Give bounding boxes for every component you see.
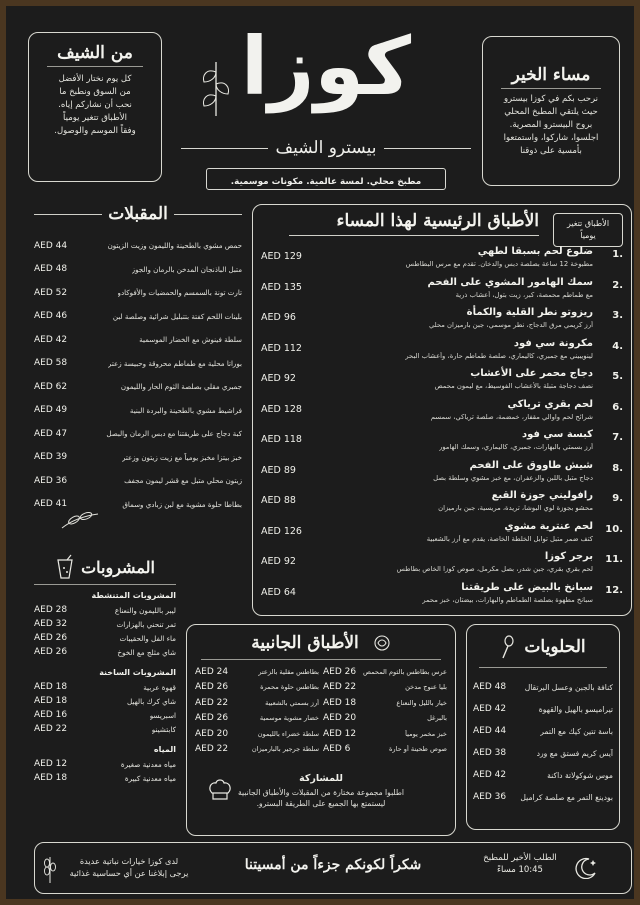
dish-number: 3. bbox=[612, 310, 623, 321]
mains-title: الأطباق الرئيسية لهذا المساء bbox=[336, 211, 539, 231]
welcome-text bbox=[491, 93, 611, 158]
dish-name: ريزوتو نطر القلية والكمأة bbox=[466, 307, 593, 318]
item-name: سلطة فينوش مع الخضار الموسمية bbox=[139, 335, 242, 345]
item-name: بلينات اللحم كفتة بتتبليل شرائية وصلصة لبن bbox=[112, 311, 242, 321]
dish-number: 9. bbox=[612, 493, 623, 504]
menu-item bbox=[473, 676, 613, 698]
item-price: AED 26 bbox=[34, 647, 68, 657]
menu-item bbox=[34, 399, 242, 423]
dish-description: مطبوخة 12 ساعة بصلصة دبس والدخان. تقدم مع مرس البطاطس bbox=[405, 260, 593, 268]
main-dish bbox=[261, 489, 623, 520]
dish-name: سبانخ بالبيض على طريقتنا bbox=[461, 581, 593, 593]
item-name: أرز بسمتي بالشعبية bbox=[265, 698, 319, 707]
mains-panel bbox=[252, 204, 632, 616]
item-name: ماء الفل والحقيبات bbox=[119, 633, 176, 643]
leaf-sprig-icon bbox=[60, 508, 100, 532]
text-line: ليستمتع بها الجميع على الطريقة البسترو. bbox=[256, 799, 386, 808]
item-name: مياه معدنية صغيرة bbox=[120, 759, 176, 769]
menu-item bbox=[34, 422, 242, 446]
dish-price: AED 126 bbox=[261, 525, 302, 537]
item-price: AED 12 bbox=[323, 728, 357, 739]
item-name: كنافة بالجبن وعسل البرتقال bbox=[524, 682, 613, 692]
item-price: AED 44 bbox=[34, 240, 68, 251]
menu-item bbox=[195, 680, 319, 696]
item-price: AED 41 bbox=[34, 499, 68, 510]
dish-description: مع طماطم محمصة، كبر، زيت بتول، أعشاب ذرية bbox=[455, 290, 593, 299]
item-price: AED 62 bbox=[34, 381, 68, 392]
spoon-icon bbox=[500, 635, 514, 659]
item-price: AED 28 bbox=[34, 605, 68, 615]
main-dish bbox=[261, 428, 623, 459]
last-order-time: 10:45 مساءً bbox=[497, 865, 543, 875]
item-name: حمص مشوي بالطحينة والليمون وزيت الزيتون bbox=[107, 241, 242, 251]
item-name: قهوة عربية bbox=[143, 682, 176, 692]
text-line: بروح البيسترو المصرية. bbox=[509, 120, 593, 130]
main-dish bbox=[261, 520, 623, 551]
main-dish bbox=[261, 398, 623, 429]
menu-item bbox=[34, 680, 176, 694]
dish-number: 12. bbox=[605, 584, 623, 596]
drinks-list bbox=[34, 591, 176, 792]
dish-price: AED 135 bbox=[261, 281, 302, 293]
text-line: حيث يلتقي المطبخ المحلي bbox=[504, 107, 598, 117]
item-name: باسة تتين كيك مع التمر bbox=[540, 726, 613, 736]
starters-panel bbox=[34, 204, 242, 542]
dish-price: AED 88 bbox=[261, 495, 296, 506]
menu-item bbox=[195, 711, 319, 727]
text-line: كل يوم نختار الأفضل bbox=[58, 74, 132, 84]
item-name: بطاطا حلوة مشوية مع لبن زبادي وسماق bbox=[122, 499, 242, 509]
dish-name: رافوليني جوزة القبع bbox=[491, 490, 593, 501]
item-name: خبز بيتزا مخبز يومياً مع زيت زيتون وزعتر bbox=[121, 452, 242, 462]
desserts-title: الحلويات bbox=[524, 637, 586, 657]
dish-price: AED 118 bbox=[261, 434, 302, 445]
dish-description: دجاج متبل باللبن والزعفران، مع خبز مشوي وسلطة بصل bbox=[433, 473, 593, 482]
menu-item bbox=[34, 305, 242, 329]
item-price: AED 12 bbox=[34, 759, 68, 769]
share-box bbox=[195, 773, 447, 809]
drink-glass-icon bbox=[55, 554, 75, 580]
menu-item bbox=[195, 664, 319, 680]
main-dish bbox=[261, 337, 623, 368]
dish-number: 10. bbox=[605, 523, 623, 535]
moon-icon bbox=[575, 857, 597, 879]
menu-item bbox=[34, 757, 176, 771]
dish-name: دجاج محمر على الأعشاب bbox=[470, 368, 593, 379]
item-name: جمبري مقلي بصلصة الثوم الحار والليمون bbox=[120, 382, 242, 392]
dish-description: لحم بقري بقري، جبن شدر، بصل مكرمل، صوص كوزا الخاص بطاطس bbox=[396, 565, 593, 573]
menu-item bbox=[34, 708, 176, 722]
item-name: ليبر بالليمون والنعناع bbox=[114, 605, 176, 615]
last-order bbox=[475, 853, 565, 875]
menu-item bbox=[473, 764, 613, 786]
text-line: وفقاً الموسم والوصول. bbox=[54, 126, 136, 136]
item-price: AED 44 bbox=[473, 726, 507, 736]
item-price: AED 46 bbox=[34, 311, 68, 322]
item-name: آيس كريم فستق مع ورد bbox=[536, 748, 613, 758]
starters-title: المقبلات bbox=[108, 204, 168, 224]
daily-badge-text: الأطباق تتغير يومياً bbox=[566, 219, 610, 240]
chef-panel bbox=[28, 32, 162, 182]
menu-item bbox=[34, 328, 242, 352]
menu-item bbox=[34, 281, 242, 305]
item-price: AED 22 bbox=[34, 724, 68, 734]
menu-item bbox=[34, 234, 242, 258]
dish-name: كبسة سي فود bbox=[521, 429, 593, 440]
item-price: AED 22 bbox=[195, 744, 229, 755]
dish-description: لينويبيني مع جمبري، كاليماري، صلصة طماطم حارة، وأعشاب البحر bbox=[405, 351, 593, 360]
sides-panel bbox=[186, 624, 456, 836]
dish-number: 1. bbox=[612, 249, 623, 260]
main-dish bbox=[261, 306, 623, 337]
menu-item bbox=[473, 742, 613, 764]
text-line: اطلبوا مجموعة مختارة من المقبلات والأطباق الجانبية bbox=[237, 788, 405, 797]
item-name: بالبرغل bbox=[427, 714, 447, 723]
item-price: AED 39 bbox=[34, 452, 68, 463]
item-name: شاي مثلج مع الخوخ bbox=[117, 647, 176, 657]
item-price: AED 32 bbox=[34, 619, 68, 629]
herb-icon bbox=[373, 634, 391, 652]
brand-logo: كوزا bbox=[240, 20, 412, 113]
dish-number: 6. bbox=[612, 401, 623, 413]
sides-title: الأطباق الجانبية bbox=[251, 633, 359, 653]
menu-item bbox=[473, 786, 613, 808]
item-price: AED 18 bbox=[323, 697, 357, 708]
dish-description: أرز كريمي مرق الدجاج، نطر موسمي، جبن بارميزان محلي bbox=[428, 321, 593, 329]
item-price: AED 48 bbox=[34, 264, 68, 275]
menu-item bbox=[34, 694, 176, 708]
item-price: AED 58 bbox=[34, 358, 68, 369]
sides-header bbox=[187, 633, 455, 653]
text-line: يرجى إبلاغنا عن أي حساسية غذائية bbox=[69, 868, 189, 878]
item-name: صوص طحينة أو حارة bbox=[388, 745, 447, 754]
starters-header bbox=[34, 204, 242, 224]
item-name: اسبريسو bbox=[149, 710, 176, 720]
menu-item bbox=[34, 771, 176, 785]
desserts-panel bbox=[466, 624, 620, 830]
daily-badge bbox=[553, 213, 623, 247]
item-name: خضار مشوية موسمية bbox=[259, 714, 319, 723]
menu-item bbox=[323, 680, 447, 696]
brand-tagline-text: بيسترو الشيف bbox=[275, 138, 377, 158]
footer-panel bbox=[34, 842, 632, 894]
menu-item bbox=[34, 645, 176, 659]
drinks-group-title: المشروبات المتنشطة bbox=[91, 591, 176, 600]
item-price: AED 22 bbox=[323, 682, 357, 693]
dish-price: AED 96 bbox=[261, 312, 296, 323]
chef-hat-icon bbox=[207, 777, 233, 801]
dish-name: برجر كوزا bbox=[544, 551, 593, 562]
item-name: بودينغ التمر مع صلصة كراميل bbox=[520, 792, 613, 802]
dish-name: لحم بقري ترياكي bbox=[507, 398, 593, 410]
dish-description: شرائح لحم واوالي مقفار، خمضمة، صلصة ترياكي، سمسم bbox=[430, 412, 593, 421]
item-price: AED 20 bbox=[323, 713, 357, 724]
dish-description: سبانخ مطهوة بصلصة الطماطم والبهارات، بيضتان، خبز محمر bbox=[422, 595, 593, 604]
starters-list bbox=[34, 234, 242, 516]
dish-price: AED 92 bbox=[261, 373, 296, 384]
text-line: نرحب بكم في كوزا بيسترو bbox=[503, 94, 599, 104]
share-title: للمشاركة bbox=[299, 773, 343, 784]
item-price: AED 36 bbox=[34, 475, 68, 486]
item-name: عرس بطاطس بالثوم المحمص bbox=[363, 667, 447, 676]
drinks-group bbox=[34, 680, 176, 736]
drinks-group-title: المياه bbox=[153, 745, 176, 754]
drinks-group bbox=[34, 603, 176, 659]
dish-price: AED 129 bbox=[261, 251, 302, 262]
menu-item bbox=[473, 698, 613, 720]
main-dish bbox=[261, 276, 623, 307]
text-line: من السوق ونطبخ ما bbox=[59, 87, 131, 97]
item-name: مياه معدنية كبيرة bbox=[124, 773, 176, 783]
dish-number: 5. bbox=[612, 371, 623, 382]
main-dish bbox=[261, 245, 623, 276]
menu-item bbox=[34, 722, 176, 736]
menu-item bbox=[34, 469, 242, 493]
item-name: خيار بالليل والنعناع bbox=[396, 698, 447, 707]
menu-item bbox=[323, 726, 447, 742]
main-dish bbox=[261, 550, 623, 581]
dish-price: AED 92 bbox=[261, 556, 296, 567]
dish-number: 11. bbox=[605, 554, 623, 565]
item-name: كابتشينو bbox=[151, 724, 176, 734]
item-name: سلطة خضراء بالليمون bbox=[257, 729, 319, 738]
menu-item bbox=[195, 742, 319, 758]
last-order-title: الطلب الأخير للمطبخ bbox=[483, 853, 557, 863]
item-name: تارت تونة بالسمسم والحمضيات والأفوكادو bbox=[117, 288, 242, 298]
item-name: سلطة جرجير بالبارميزان bbox=[251, 745, 319, 754]
welcome-title: مساء الخير bbox=[511, 65, 591, 85]
drinks-header bbox=[34, 554, 176, 580]
text-line: اجلسوا، شاركوا، واستمتعوا bbox=[503, 133, 599, 143]
menu-item bbox=[34, 603, 176, 617]
item-price: AED 18 bbox=[34, 773, 68, 783]
allergy-note bbox=[59, 855, 199, 879]
item-price: AED 36 bbox=[473, 792, 507, 802]
item-name: فراشيط مشوي بالطحينة والبردة البنية bbox=[129, 405, 242, 415]
item-price: AED 22 bbox=[195, 697, 229, 708]
dish-name: ضلوع لحم بسبقا لطهي bbox=[477, 246, 593, 257]
menu-item bbox=[195, 726, 319, 742]
menu-item bbox=[34, 631, 176, 645]
dish-name: مكرونة سي فود bbox=[513, 337, 593, 349]
dish-description: أرز بسمتي بالبهارات، جمبري، كاليماري، وسمك الهامور bbox=[439, 443, 593, 451]
dish-description: نصف دجاجة متبلة بالأعشاب الفوسيط، مع ليمون محمص bbox=[434, 382, 593, 390]
dish-price: AED 64 bbox=[261, 586, 296, 598]
item-price: AED 42 bbox=[473, 770, 507, 780]
mains-list bbox=[261, 245, 623, 611]
chef-title: من الشيف bbox=[57, 43, 133, 63]
item-name: بوراتا محلية مع طماطم محروقة وحبيسة زعتر bbox=[107, 358, 242, 368]
menu-item bbox=[195, 695, 319, 711]
menu-item bbox=[323, 711, 447, 727]
leaf-icon bbox=[196, 58, 236, 118]
item-name: بطاطس مقلية بالزعتر bbox=[258, 667, 319, 676]
item-price: AED 24 bbox=[195, 666, 229, 677]
item-price: AED 42 bbox=[34, 334, 68, 345]
menu-item bbox=[34, 446, 242, 470]
thanks-text: شكراً لكونكم جزءاً من أمسيتنا bbox=[244, 857, 422, 873]
brand-subtitle-text: مطبخ محلي. لمسة عالمية. مكونات موسمية. bbox=[230, 177, 422, 187]
item-name: بطاطس حلوة محمرة bbox=[260, 683, 319, 692]
item-price: AED 26 bbox=[195, 713, 229, 724]
item-price: AED 42 bbox=[473, 704, 507, 714]
main-dish bbox=[261, 367, 623, 398]
item-name: متبل الباذنجان المدخن بالرمان والجوز bbox=[131, 264, 242, 274]
text-line: لدى كوزا خيارات نباتية عديدة bbox=[79, 856, 179, 866]
desserts-list bbox=[467, 676, 619, 808]
item-price: AED 47 bbox=[34, 428, 68, 439]
dish-description: كتف ضمر متبل توابل الخلطة الخاصة، يقدم مع أرز بالشعبية bbox=[426, 534, 593, 543]
dish-number: 8. bbox=[612, 462, 623, 474]
item-price: AED 26 bbox=[323, 666, 357, 677]
main-dish bbox=[261, 459, 623, 490]
item-name: كبة دجاج على طريقتنا مع دبس الرمان والبصل bbox=[106, 429, 242, 439]
item-price: AED 6 bbox=[323, 744, 351, 755]
menu-item bbox=[323, 664, 447, 680]
item-price: AED 18 bbox=[34, 682, 68, 692]
menu-item bbox=[323, 695, 447, 711]
item-name: موس شوكولاتة داكنة bbox=[547, 770, 613, 780]
text-line: نحب أن نشاركم إياه. bbox=[58, 100, 132, 110]
dish-price: AED 128 bbox=[261, 403, 302, 415]
menu-item bbox=[34, 375, 242, 399]
menu-item bbox=[323, 742, 447, 758]
dish-number: 2. bbox=[612, 279, 623, 291]
dish-name: سمك الهامور المشوي على الفحم bbox=[427, 276, 593, 288]
menu-item bbox=[34, 352, 242, 376]
drinks-panel bbox=[34, 554, 176, 824]
item-name: تمر تنحني بالهزارات bbox=[116, 619, 176, 629]
item-name: زيتون محلي متبل مع قشر ليمون مجفف bbox=[124, 476, 242, 486]
item-name: خبز مخمر يومياً bbox=[405, 729, 447, 738]
menu-item bbox=[34, 258, 242, 282]
text-line: الأطباق تتغير يومياً bbox=[63, 113, 127, 123]
dish-name: شيش طاووق على الفحم bbox=[469, 459, 593, 471]
chef-text bbox=[37, 73, 153, 138]
sides-col-right bbox=[323, 664, 447, 757]
main-dish bbox=[261, 581, 623, 612]
item-price: AED 48 bbox=[473, 682, 507, 692]
item-name: شاي كرك بالهيل bbox=[126, 696, 176, 706]
desserts-header bbox=[467, 635, 619, 659]
item-price: AED 52 bbox=[34, 287, 68, 298]
item-price: AED 20 bbox=[195, 728, 229, 739]
item-name: تيراميسو بالهيل والقهوة bbox=[538, 704, 613, 714]
wheat-icon bbox=[43, 853, 57, 883]
item-price: AED 16 bbox=[34, 710, 68, 720]
menu-item bbox=[473, 720, 613, 742]
welcome-panel bbox=[482, 36, 620, 186]
dish-price: AED 89 bbox=[261, 464, 296, 476]
drinks-title: المشروبات bbox=[81, 557, 155, 577]
item-price: AED 49 bbox=[34, 405, 68, 416]
menu-item bbox=[34, 617, 176, 631]
text-line: بأمسية على ذوقنا bbox=[520, 146, 582, 156]
item-price: AED 26 bbox=[34, 633, 68, 643]
dish-description: محشو بجوزة لوي البوشا، تريدة، مريسية، جبن بارميزان bbox=[438, 504, 593, 512]
item-price: AED 26 bbox=[195, 682, 229, 693]
item-price: AED 38 bbox=[473, 748, 507, 758]
dish-number: 4. bbox=[612, 340, 623, 352]
brand-tagline bbox=[181, 138, 471, 158]
brand-subtitle bbox=[206, 168, 446, 190]
drinks-group-title: المشروبات الساخنة bbox=[99, 668, 176, 677]
dish-price: AED 112 bbox=[261, 342, 302, 354]
item-name: بليا عنوج مدخن bbox=[405, 683, 447, 692]
drinks-group bbox=[34, 757, 176, 785]
dish-number: 7. bbox=[612, 432, 623, 443]
sides-col-left bbox=[195, 664, 319, 757]
dish-name: لحم عنترية مشوي bbox=[504, 520, 593, 532]
item-price: AED 18 bbox=[34, 696, 68, 706]
